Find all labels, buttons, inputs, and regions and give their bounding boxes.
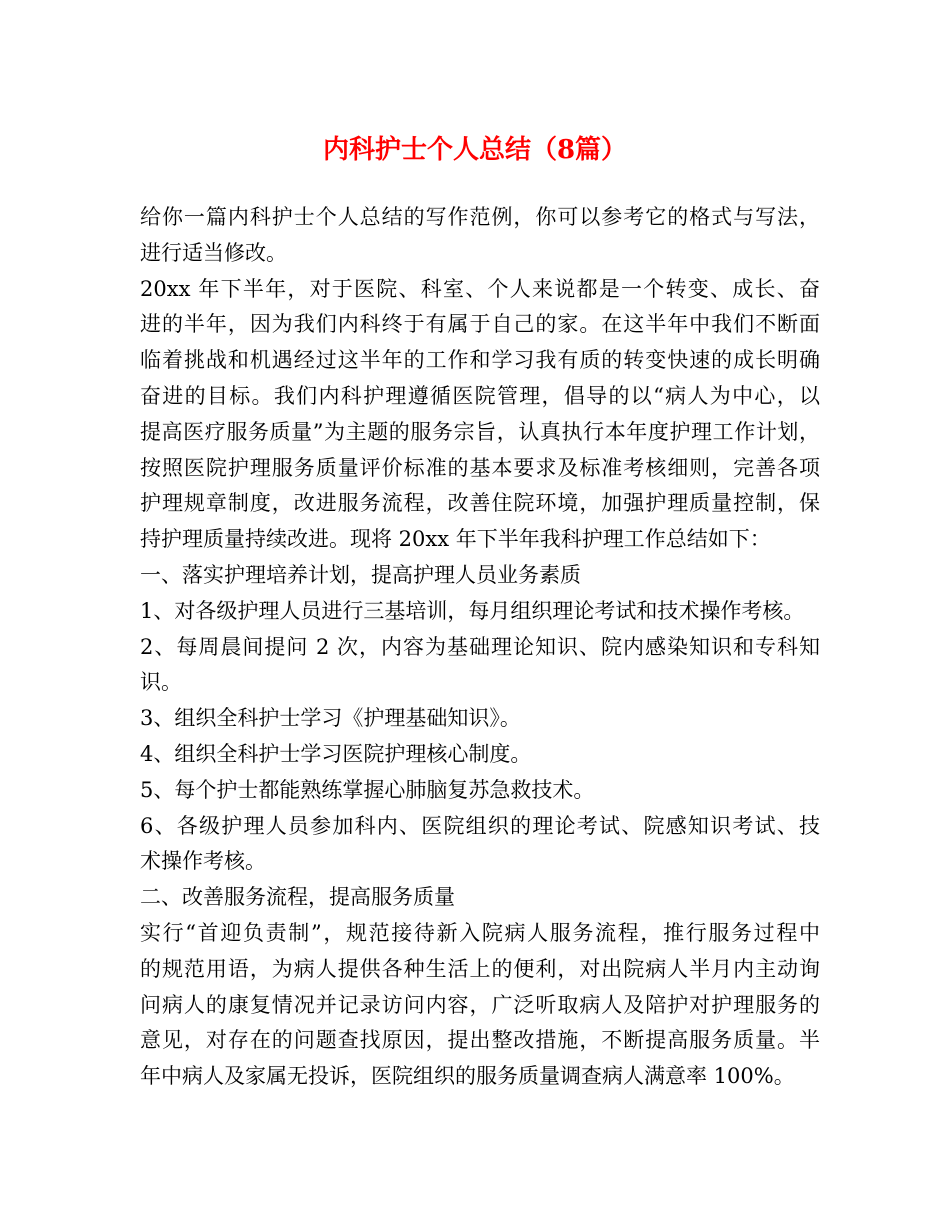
paragraph-line: 护理规章制度，改进服务流程，改善住院环境，加强护理质量控制，保 [140, 491, 820, 516]
service-paragraph [140, 916, 820, 1095]
section-heading-text: 一、落实护理培养计划，提高护理人员业务素质 [140, 562, 581, 587]
paragraph-line: 实行“首迎负责制”，规范接待新入院病人服务流程，推行服务过程中 [140, 920, 820, 945]
document-title: 内科护士个人总结（8篇） [322, 135, 628, 165]
paragraph-line: 临着挑战和机遇经过这半年的工作和学习我有质的转变快速的成长明确 [140, 348, 820, 373]
summary-paragraph [140, 272, 820, 558]
list-item-text: 识。 [140, 670, 182, 695]
list-item [140, 773, 820, 809]
paragraph-line: 问病人的康复情况并记录访问内容，广泛听取病人及陪护对护理服务的 [140, 992, 820, 1017]
paragraph-line: 给你一篇内科护士个人总结的写作范例，你可以参考它的格式与写法， [140, 205, 820, 229]
paragraph-line: 进行适当修改。 [140, 240, 287, 265]
list-item [140, 594, 820, 630]
paragraph-line: 意见，对存在的问题查找原因，提出整改措施，不断提高服务质量。半 [140, 1028, 820, 1053]
paragraph-line: 提高医疗服务质量”为主题的服务宗旨，认真执行本年度护理工作计划， [140, 419, 820, 444]
list-item-text: 3、组织全科护士学习《护理基础知识》。 [140, 706, 521, 731]
intro-paragraph [140, 200, 820, 272]
list-item-text: 2、每周晨间提问 2 次，内容为基础理论知识、院内感染知识和专科知 [140, 634, 820, 659]
list-item [140, 809, 820, 881]
list-item-text: 4、组织全科护士学习医院护理核心制度。 [140, 741, 532, 766]
paragraph-line: 按照医院护理服务质量评价标准的基本要求及标准考核细则，完善各项 [140, 455, 820, 480]
list-item-text: 术操作考核。 [140, 849, 266, 874]
paragraph-line: 20xx 年下半年，对于医院、科室、个人来说都是一个转变、成长、奋 [140, 276, 820, 301]
paragraph-line: 的规范用语，为病人提供各种生活上的便利，对出院病人半月内主动询 [140, 956, 820, 981]
document-body [140, 200, 820, 1095]
section-heading-text: 二、改善服务流程，提高服务质量 [140, 885, 455, 910]
list-item-text: 6、各级护理人员参加科内、医院组织的理论考试、院感知识考试、技 [140, 813, 820, 838]
section-heading [140, 880, 820, 916]
paragraph-line: 进的半年，因为我们内科终于有属于自己的家。在这半年中我们不断面 [140, 312, 820, 337]
paragraph-line: 奋进的目标。我们内科护理遵循医院管理，倡导的以“病人为中心，以 [140, 383, 820, 408]
section-heading [140, 558, 820, 594]
paragraph-line: 持护理质量持续改进。现将 20xx 年下半年我科护理工作总结如下： [140, 527, 771, 552]
list-item [140, 737, 820, 773]
paragraph-line: 年中病人及家属无投诉，医院组织的服务质量调查病人满意率 100%。 [140, 1064, 795, 1089]
list-item [140, 630, 820, 702]
list-item [140, 701, 820, 737]
list-item-text: 1、对各级护理人员进行三基培训，每月组织理论考试和技术操作考核。 [140, 598, 805, 623]
list-item-text: 5、每个护士都能熟练掌握心肺脑复苏急救技术。 [140, 777, 595, 802]
